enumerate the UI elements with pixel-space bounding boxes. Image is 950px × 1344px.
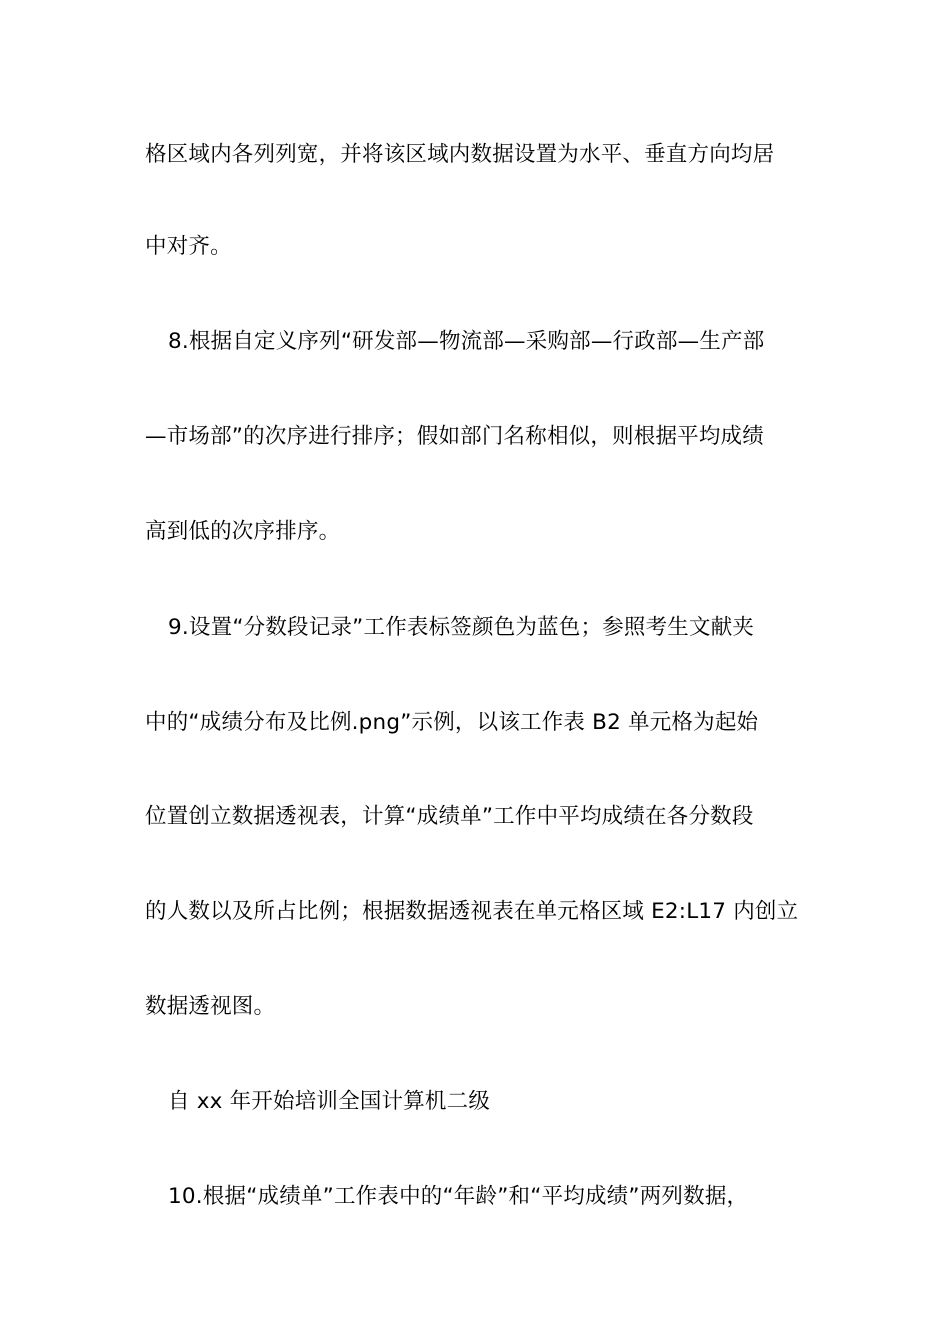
text-line: 中对齐。: [145, 234, 232, 259]
text-line: 8.根据自定义序列“研发部—物流部—采购部—行政部—生产部: [168, 329, 765, 354]
text-line: 9.设置“分数段记录”工作表标签颜色为蓝色；参照考生文献夹: [168, 615, 755, 640]
text-line: 数据透视图。: [145, 994, 276, 1019]
text-line: 格区域内各列列宽，并将该区域内数据设置为水平、垂直方向均居: [145, 142, 775, 167]
text-line: 位置创立数据透视表，计算“成绩单”工作中平均成绩在各分数段: [145, 804, 754, 829]
text-line: 高到低的次序排序。: [145, 519, 341, 544]
text-line: 的人数以及所占比例；根据数据透视表在单元格区域 E2:L17 内创立: [145, 899, 799, 924]
text-line: 自 xx 年开始培训全国计算机二级: [168, 1089, 491, 1114]
text-line: 中的“成绩分布及比例.png”示例，以该工作表 B2 单元格为起始: [145, 710, 759, 735]
text-line: —市场部”的次序进行排序；假如部门名称相似，则根据平均成绩: [145, 424, 764, 449]
text-line: 10.根据“成绩单”工作表中的“年龄”和“平均成绩”两列数据，: [168, 1184, 749, 1209]
